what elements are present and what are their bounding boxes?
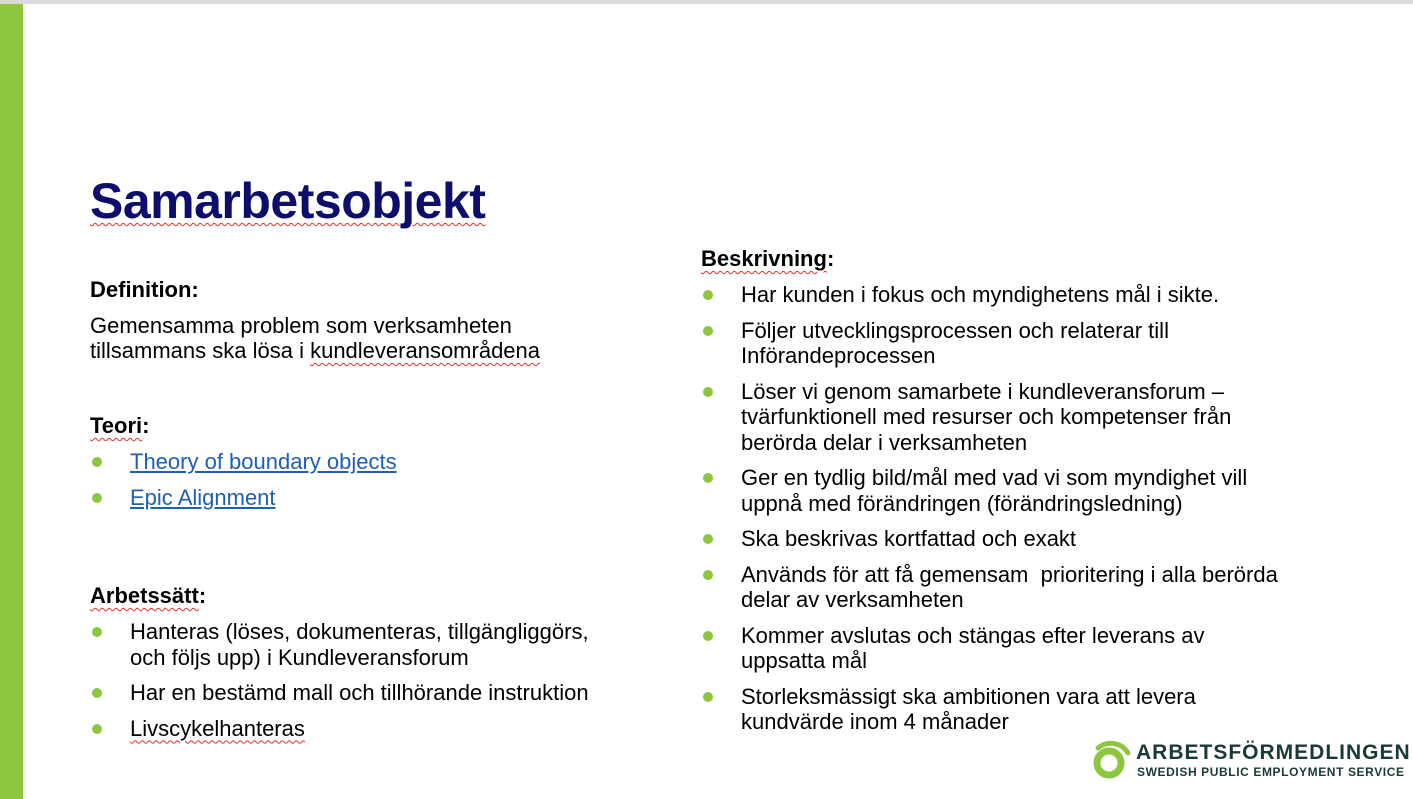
list-item: Ger en tydlig bild/mål med vad vi som myndighet vill uppnå med förändringen (förändringsledning) (701, 465, 1278, 516)
arbetsformedlingen-logo (1092, 739, 1411, 783)
bullet-icon (703, 387, 713, 397)
bullet-icon (703, 326, 713, 336)
bullet-icon (703, 534, 713, 544)
bullet-icon (92, 457, 102, 467)
list-item: Har kunden i fokus och myndighetens mål i sikte. (701, 282, 1278, 308)
bullet-icon (92, 627, 102, 637)
list-item: Storleksmässigt ska ambitionen vara att levera kundvärde inom 4 månader (701, 684, 1278, 735)
list-item: Livscykelhanteras (90, 716, 589, 742)
teori-list (90, 449, 397, 520)
beskrivning-list (701, 282, 1278, 745)
bullet-icon (92, 688, 102, 698)
link-epic-alignment[interactable]: Epic Alignment (130, 484, 276, 510)
list-item (90, 449, 397, 475)
bullet-icon (703, 570, 713, 580)
bullet-icon (92, 724, 102, 734)
teori-heading: Teori: (90, 413, 150, 438)
list-item: Har en bestämd mall och tillhörande instruktion (90, 680, 589, 706)
link-theory-of-boundary-objects[interactable]: Theory of boundary objects (130, 449, 397, 474)
bullet-icon (92, 493, 102, 503)
logo-mark-icon (1092, 739, 1132, 781)
bullet-icon (703, 631, 713, 641)
list-item (90, 485, 397, 511)
arbetssatt-list (90, 619, 589, 751)
logo-tagline: SWEDISH PUBLIC EMPLOYMENT SERVICE (1137, 765, 1405, 779)
definition-text: Gemensamma problem som verksamheten tillsammans ska lösa i kundleveransområdena (90, 313, 541, 363)
list-item: Kommer avslutas och stängas efter leverans av uppsatta mål (701, 623, 1278, 674)
list-item: Används för att få gemensam prioritering i alla berörda delar av verksamheten (701, 562, 1278, 613)
list-item: Löser vi genom samarbete i kundleveransforum – tvärfunktionell med resurser och kompetenser från berörda delar i verksamheten (701, 379, 1278, 456)
slide-top-border (0, 0, 1413, 4)
arbetssatt-heading: Arbetssätt: (90, 583, 207, 608)
logo-name: ARBETSFÖRMEDLINGEN (1136, 741, 1411, 764)
bullet-icon (703, 473, 713, 483)
slide-title: Samarbetsobjekt (90, 173, 486, 229)
list-item: Ska beskrivas kortfattad och exakt (701, 526, 1278, 552)
beskrivning-heading: Beskrivning: (701, 246, 835, 271)
accent-bar (0, 4, 23, 799)
list-item: Följer utvecklingsprocessen och relaterar till Införandeprocessen (701, 318, 1278, 369)
list-item: Hanteras (löses, dokumenteras, tillgängliggörs, och följs upp) i Kundleveransforum (90, 619, 589, 670)
definition-heading: Definition: (90, 277, 199, 302)
bullet-icon (703, 692, 713, 702)
bullet-icon (703, 290, 713, 300)
